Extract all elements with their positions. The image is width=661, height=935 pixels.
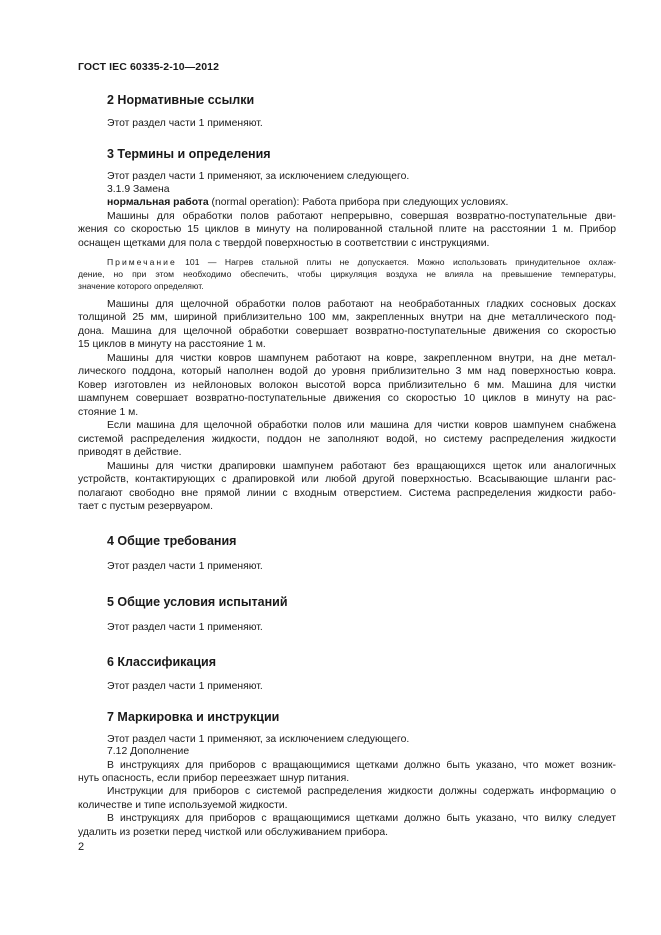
- paragraph-line: Машины для чистки драпировки шампунем работают без вращающихся щеток или аналогичных: [107, 461, 616, 472]
- section-2-text: Этот раздел части 1 применяют.: [107, 118, 263, 129]
- paragraph-line: Ковер изготовлен из нейлоновых волокон высотой ворса приблизительно 6 мм. Машина для чистки: [78, 380, 616, 391]
- paragraph-line: лического поддона, который наполнен водой до уровня приблизительно 3 мм над поверхностью ковра.: [78, 366, 616, 377]
- paragraph-line: тает с пустым резервуаром.: [78, 501, 214, 512]
- section-5-heading: 5 Общие условия испытаний: [107, 595, 288, 609]
- term-rest: (normal operation): Работа прибора при следующих условиях.: [208, 197, 509, 208]
- paragraph-line: устройств, контактирующих с драпировкой или любой другой поверхностью. Всасывающие шланги рас-: [78, 474, 616, 485]
- section-4-heading: 4 Общие требования: [107, 534, 237, 548]
- section-5-text: Этот раздел части 1 применяют.: [107, 622, 263, 633]
- note-label: Примечание: [107, 257, 177, 267]
- paragraph-line: Машины для чистки ковров шампунем работают на ковре, закрепленном внутри, на дне метал-: [107, 353, 616, 364]
- paragraph-line: количестве и типе используемой жидкости.: [78, 800, 288, 811]
- paragraph-line: полагают свободно вне прямой линии с входным отверстием. Система распределения жидкости рабо-: [78, 488, 616, 499]
- note-line: дение, но при этом необходимо обеспечить, чтобы циркуляция воздуха не влияла на превышение температуры,: [78, 269, 616, 279]
- paragraph-line: Если машина для щелочной обработки полов или машина для чистки ковров шампунем снабжена: [107, 420, 616, 431]
- paragraph-line: В инструкциях для приборов с вращающимися щетками должно быть указано, что может возник-: [107, 760, 616, 771]
- paragraph-line: Машины для щелочной обработки полов работают на необработанных гладких сосновых досках: [107, 299, 616, 310]
- paragraph-line: 15 циклов в минуту на расстояние 1 м.: [78, 339, 266, 350]
- note-line: значение которого определяют.: [78, 281, 204, 291]
- term-definition: [107, 197, 508, 208]
- paragraph-line: стояние 1 м.: [78, 407, 139, 418]
- document-header: ГОСТ IEC 60335-2-10—2012: [78, 61, 220, 73]
- section-7-heading: 7 Маркировка и инструкции: [107, 710, 280, 724]
- paragraph-line: жения со скоростью 15 циклов в минуту на полированной стальной плите на расстоянии 1 м. Прибор: [78, 224, 616, 235]
- section-6-text: Этот раздел части 1 применяют.: [107, 681, 263, 692]
- page-number: 2: [78, 841, 85, 853]
- section-3-intro: Этот раздел части 1 применяют, за исключением следующего.: [107, 171, 410, 182]
- paragraph-line: В инструкциях для приборов с вращающимися щетками должно быть указано, что вилку следует: [107, 813, 616, 824]
- note-first-text: 101 — Нагрев стальной плиты не допускается. Можно использовать принудительное охлаж-: [176, 257, 616, 267]
- paragraph-line: Машины для обработки полов работают непрерывно, совершая возвратно-поступательные дви-: [107, 211, 616, 222]
- paragraph-line: Инструкции для приборов с системой распределения жидкости должны содержать информацию о: [107, 786, 616, 797]
- paragraph-line: шампунем совершает возвратно-поступательные движения со скоростью 10 циклов в минуту на рас-: [78, 393, 616, 404]
- paragraph-line: приводят в действие.: [78, 447, 182, 458]
- clause-3-1-9: 3.1.9 Замена: [107, 184, 170, 195]
- term-name: нормальная работа: [107, 197, 209, 208]
- section-4-text: Этот раздел части 1 применяют.: [107, 561, 263, 572]
- paragraph-line: дона. Машина для щелочной обработки совершает возвратно-поступательные движения со скоростью: [78, 326, 616, 337]
- section-3-heading: 3 Термины и определения: [107, 147, 271, 161]
- clause-7-12: 7.12 Дополнение: [107, 746, 190, 757]
- paragraph-line: удалить из розетки перед чисткой или обслуживанием прибора.: [78, 827, 388, 838]
- section-2-heading: 2 Нормативные ссылки: [107, 93, 255, 107]
- note-line: [107, 257, 616, 267]
- section-7-intro: Этот раздел части 1 применяют, за исключением следующего.: [107, 734, 410, 745]
- section-6-heading: 6 Классификация: [107, 655, 217, 669]
- paragraph-line: системой распределения жидкости, поддон не заполняют водой, но систему распределения жидкости: [78, 434, 616, 445]
- paragraph-line: толщиной 25 мм, шириной приблизительно 100 мм, закрепленных внутри на дне металлического под-: [78, 312, 616, 323]
- paragraph-line: оснащен щетками для пола с твердой поверхностью в соответствии с инструкциями.: [78, 238, 490, 249]
- paragraph-line: нуть опасность, если прибор переезжает шнур питания.: [78, 773, 350, 784]
